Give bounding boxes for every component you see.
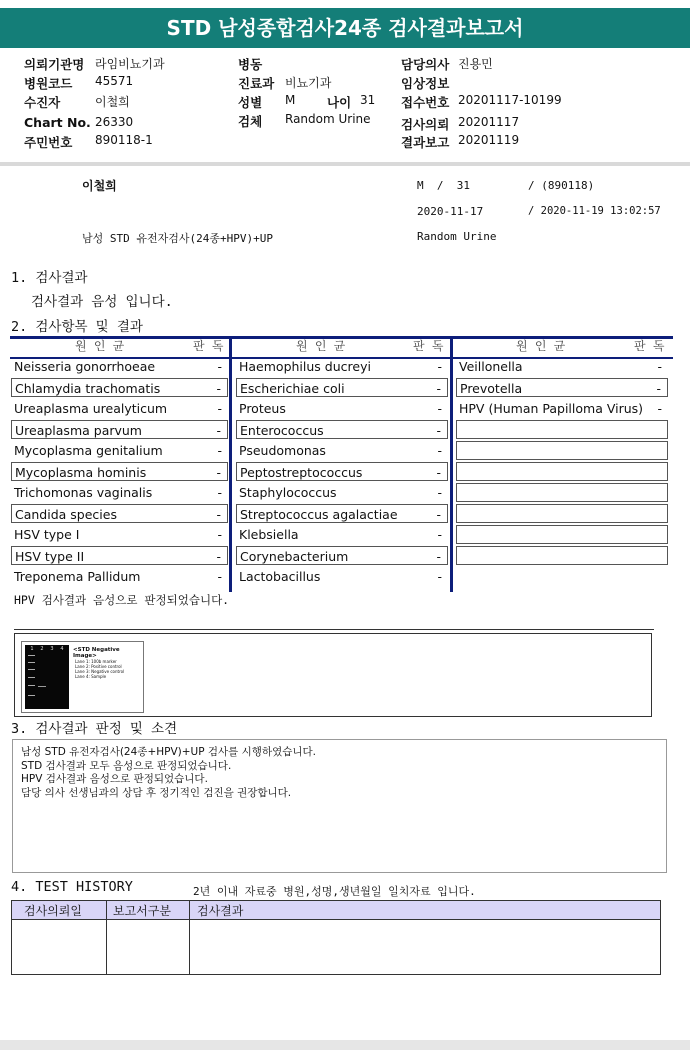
result-row [456, 441, 668, 460]
report-title: STD 남성종합검사24종 검사결과보고서 [0, 8, 690, 48]
organism-result: - [216, 549, 221, 564]
section2-heading: 2. 검사항목 및 결과 [11, 319, 143, 335]
result-row [456, 546, 668, 565]
gel-band [28, 662, 35, 663]
header-row: 병원코드 45571 [24, 74, 134, 91]
organism-name: Mycoplasma hominis [15, 465, 147, 480]
date-received: 2020-11-17 [417, 205, 484, 218]
result-row [236, 483, 448, 502]
test-name: 남성 STD 유전자검사(24종+HPV)+UP [82, 232, 273, 245]
history-col-type: 보고서구분 [113, 904, 171, 918]
organism-name: Proteus [239, 401, 286, 416]
header-age: 나이 31 [327, 93, 376, 110]
organism-name: Peptostreptococcus [240, 465, 363, 480]
organism-name: Prevotella [460, 381, 523, 396]
opinion-box: 남성 STD 유전자검사(24종+HPV)+UP 검사를 시행하였습니다. STD 검사결과 모두 음성으로 판정되었습니다. HPV 검사결과 음성으로 판정되었습니다. 담당 의사 선생님과의 상담 후 정기적인 검진을 권장합니다. [12, 739, 667, 873]
header-row: 결과보고 20201119 [401, 133, 520, 150]
organism-result: - [217, 359, 222, 374]
result-row [236, 420, 448, 439]
history-col-date: 검사의뢰일 [24, 904, 82, 918]
col-header-result: 판 독 [193, 339, 224, 353]
result-row [456, 483, 668, 502]
organism-result: - [217, 527, 222, 542]
result-row [11, 441, 228, 460]
gel-figure [21, 641, 144, 713]
result-row [456, 567, 668, 586]
organism-result: - [656, 381, 661, 396]
organism-result: - [217, 569, 222, 584]
header-row: Chart No. 26330 [24, 115, 134, 130]
section4-heading: 4. TEST HISTORY [11, 879, 133, 895]
organism-result: - [216, 507, 221, 522]
organism-result: - [216, 423, 221, 438]
result-row [11, 504, 228, 523]
date-reported: / 2020-11-19 13:02:57 [528, 205, 661, 217]
organism-result: - [437, 527, 442, 542]
organism-name: Klebsiella [239, 527, 299, 542]
result-row [236, 462, 448, 481]
header-row: 성별 M [238, 93, 296, 110]
header-row: 수진자 이철희 [24, 95, 130, 110]
header-row: 임상정보 [401, 76, 450, 91]
history-col-line [106, 900, 107, 975]
gel-caption-title: <STD Negative Image> [73, 647, 120, 659]
result-row [11, 378, 228, 397]
result-row [456, 420, 668, 439]
organism-name: Chlamydia trachomatis [15, 381, 161, 396]
organism-result: - [436, 381, 441, 396]
result-row [236, 399, 448, 418]
result-row [236, 525, 448, 544]
organism-name: Haemophilus ducreyi [239, 359, 371, 374]
organism-result: - [436, 507, 441, 522]
header-row: 병동 [238, 57, 263, 72]
result-summary: 검사결과 음성 입니다. [31, 294, 173, 310]
gel-band [38, 686, 46, 687]
column-divider [229, 336, 232, 592]
organism-name: Ureaplasma parvum [15, 423, 142, 438]
result-row [456, 357, 668, 376]
column-divider [450, 336, 453, 592]
organism-name: Treponema Pallidum [14, 569, 141, 584]
patient-name: 이철희 [82, 179, 117, 193]
result-row [11, 357, 228, 376]
gel-band [28, 677, 35, 678]
header-row: 검체 Random Urine [238, 112, 371, 129]
history-col-line [189, 900, 190, 975]
gel-band [28, 655, 35, 656]
history-table-body [11, 919, 661, 975]
organism-name: Ureaplasma urealyticum [14, 401, 168, 416]
organism-result: - [437, 485, 442, 500]
organism-name: Enterococcus [240, 423, 324, 438]
gel-band [28, 695, 35, 696]
result-row [236, 378, 448, 397]
history-note: 2년 이내 자료중 병원,성명,생년월일 일치자료 입니다. [193, 885, 476, 898]
col-header-result: 판 독 [413, 339, 444, 353]
organism-result: - [217, 443, 222, 458]
header-row: 진료과 비뇨기과 [238, 76, 332, 91]
gel-band [28, 669, 35, 670]
section3-heading: 3. 검사결과 판정 및 소견 [11, 721, 178, 737]
organism-name: Lactobacillus [239, 569, 321, 584]
organism-result: - [217, 401, 222, 416]
organism-name: HSV type II [15, 549, 85, 564]
organism-result: - [437, 569, 442, 584]
gel-caption-lines: Lane 1: 100b marker Lane 2: Positive control Lane 3: Negative control Lane 4: Sample [75, 659, 125, 679]
result-row [236, 567, 448, 586]
section1-heading: 1. 검사결과 [11, 270, 88, 286]
gel-band [28, 685, 35, 686]
result-row [236, 546, 448, 565]
organism-result: - [657, 359, 662, 374]
header-row: 담당의사 진용민 [401, 57, 493, 72]
organism-name: Escherichiae coli [240, 381, 345, 396]
organism-result: - [436, 465, 441, 480]
organism-result: - [437, 443, 442, 458]
result-row [11, 483, 228, 502]
header-row: 검사의뢰 20201117 [401, 115, 520, 132]
result-row [11, 399, 228, 418]
organism-name: Corynebacterium [240, 549, 349, 564]
result-row [11, 462, 228, 481]
header-separator [0, 162, 690, 166]
patient-birth: / (890118) [528, 179, 595, 192]
organism-result: - [216, 381, 221, 396]
gel-image [25, 645, 69, 709]
organism-result: - [437, 359, 442, 374]
patient-sex-age: M / 31 [417, 179, 470, 192]
result-row [236, 504, 448, 523]
history-table-header [11, 900, 661, 920]
col-header-organism: 원 인 균 [75, 339, 125, 353]
result-row [456, 525, 668, 544]
organism-name: Streptococcus agalactiae [240, 507, 398, 522]
organism-name: Veillonella [459, 359, 523, 374]
col-header-organism: 원 인 균 [516, 339, 566, 353]
organism-name: Neisseria gonorrhoeae [14, 359, 156, 374]
result-row [456, 378, 668, 397]
organism-result: - [217, 485, 222, 500]
organism-result: - [436, 423, 441, 438]
result-row [11, 420, 228, 439]
specimen: Random Urine [417, 230, 497, 243]
col-header-organism: 원 인 균 [296, 339, 346, 353]
organism-name: HPV (Human Papilloma Virus) [459, 401, 644, 416]
divider-line [14, 629, 654, 630]
organism-result: - [216, 465, 221, 480]
header-row: 주민번호 890118-1 [24, 133, 153, 150]
organism-name: Pseudomonas [239, 443, 326, 458]
organism-name: Mycoplasma genitalium [14, 443, 163, 458]
organism-result: - [437, 401, 442, 416]
gel-lane-labels: 1 2 3 4 [30, 646, 64, 652]
organism-name: Trichomonas vaginalis [14, 485, 153, 500]
page-footer-bar [0, 1040, 690, 1050]
result-row [236, 441, 448, 460]
result-row [11, 525, 228, 544]
col-header-result: 판 독 [634, 339, 665, 353]
organism-name: HSV type I [14, 527, 80, 542]
organism-name: Staphylococcus [239, 485, 337, 500]
result-row [11, 567, 228, 586]
hpv-note: HPV 검사결과 음성으로 판정되었습니다. [14, 593, 230, 607]
result-row [456, 462, 668, 481]
result-row [456, 399, 668, 418]
result-row [236, 357, 448, 376]
result-row [11, 546, 228, 565]
organism-result: - [436, 549, 441, 564]
organism-name: Candida species [15, 507, 117, 522]
history-col-result: 검사결과 [197, 904, 244, 918]
header-info [0, 55, 690, 155]
result-row [456, 504, 668, 523]
organism-result: - [657, 401, 662, 416]
header-row: 접수번호 20201117-10199 [401, 93, 562, 110]
header-row: 의뢰기관명 라임비뇨기과 [24, 57, 165, 72]
